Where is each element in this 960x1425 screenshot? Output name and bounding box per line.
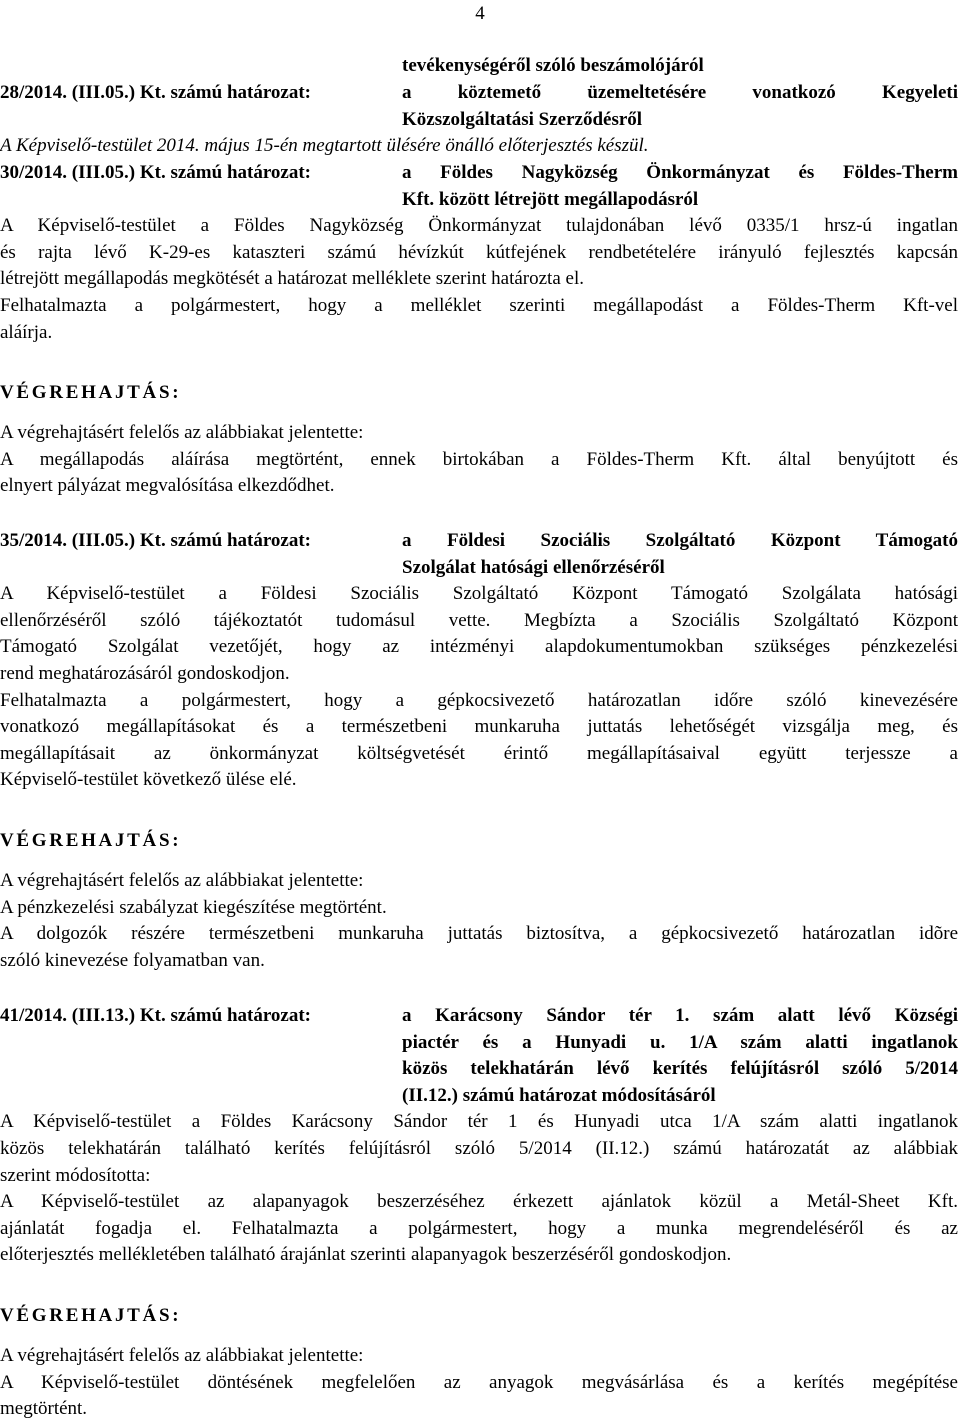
- body-line: megállapításait az önkormányzat költségvetését érintő megállapításaival együtt terjessze a: [0, 742, 958, 764]
- body-line: közös telekhatárán található kerítés felújításról szóló 5/2014 (II.12.) számú határozatát az alábbiak: [0, 1137, 958, 1159]
- execution-section-3: [0, 1303, 958, 1330]
- body-line: A Képviselő-testület a Földesi Szociális Szolgáltató Központ Támogató Szolgálata hatósági: [0, 583, 958, 605]
- body-line: Felhatalmazta a polgármestert, hogy a gépkocsivezető határozatlan időre szóló kinevezésére: [0, 689, 958, 711]
- resolution-number: 35/2014. (III.05.) Kt. számú határozat:: [0, 530, 312, 551]
- resolution-subject-line: a Földesi Szociális Szolgáltató Központ Támogató: [402, 530, 958, 551]
- execution-heading: VÉGREHAJTÁS:: [0, 382, 182, 403]
- body-line: rend meghatározásáról gondoskodjon.: [0, 662, 290, 684]
- body-line: létrejött megállapodás megkötését a határozat melléklete szerint határozta el.: [0, 268, 584, 290]
- resolution-note: A Képviselő-testület 2014. május 15-én megtartott ülésére önálló előterjesztés készül.: [0, 135, 649, 157]
- body-line: A Képviselő-testület a Földes Nagyközség Önkormányzat tulajdonában lévő 0335/1 hrsz-ú ingatlan: [0, 215, 958, 237]
- body-line: ellenőrzéséről szóló tájékoztatót tudomásul vette. Megbízta a Szociális Szolgáltató Központ: [0, 609, 958, 631]
- execution-heading: VÉGREHAJTÁS:: [0, 1305, 182, 1326]
- resolution-35: [0, 528, 958, 794]
- body-line: elnyert pályázat megvalósítása elkezdődhet.: [0, 475, 335, 497]
- execution-responsible: A végrehajtásért felelős az alábbiakat jelentette:: [0, 870, 364, 891]
- resolution-41: [0, 1003, 958, 1269]
- execution-report-2: [0, 868, 958, 974]
- resolution-subject-line: Szolgálat hatósági ellenőrzéséről: [402, 556, 665, 578]
- resolution-27-subject-continuation: [0, 53, 958, 80]
- body-line: vonatkozó megállapításokat és a természetbeni munkaruha juttatás lehetőségét vizsgálja meg, és: [0, 716, 958, 738]
- resolution-30: [0, 160, 958, 346]
- body-line: előterjesztés mellékletében található árajánlat szerinti alapanyagok beszerzéséről gondoskodjon.: [0, 1244, 732, 1266]
- body-line: A Képviselő-testület az alapanyagok beszerzéséhez érkezett ajánlatok közül a Metál-Sheet Kft.: [0, 1191, 958, 1213]
- body-line: A Képviselő-testület döntésének megfelelően az anyagok megvásárlása és a kerítés megépítése: [0, 1371, 958, 1393]
- body-line: szóló kinevezése folyamatban van.: [0, 949, 265, 971]
- execution-heading: VÉGREHAJTÁS:: [0, 830, 182, 851]
- resolution-subject-line: a köztemető üzemeltetésére vonatkozó Kegyeleti: [402, 82, 958, 103]
- body-line: Felhatalmazta a polgármestert, hogy a melléklet szerinti megállapodást a Földes-Therm Kft-vel: [0, 294, 958, 316]
- resolution-subject-line: Kft. között létrejött megállapodásról: [402, 188, 699, 210]
- body-line: A Képviselő-testület a Földes Karácsony Sándor tér 1 és Hunyadi utca 1/A szám alatti ingatlanok: [0, 1111, 958, 1133]
- execution-section-2: [0, 828, 958, 855]
- resolution-subject-line: a Földes Nagyközség Önkormányzat és Földes-Therm: [402, 162, 958, 183]
- execution-report-3: [0, 1343, 958, 1423]
- resolution-subject-line: piactér és a Hunyadi u. 1/A szám alatti ingatlanok: [402, 1031, 958, 1053]
- execution-responsible: A végrehajtásért felelős az alábbiakat jelentette:: [0, 1345, 364, 1366]
- body-line: megtörtént.: [0, 1398, 88, 1420]
- body-line: A dolgozók részére természetbeni munkaruha juttatás biztosítva, a gépkocsivezető határozatlan idõre: [0, 923, 958, 945]
- body-line: Képviselő-testület következő ülése elé.: [0, 769, 297, 791]
- body-line: szerint módosította:: [0, 1164, 151, 1186]
- body-line: és rajta lévő K-29-es kataszteri számú hévízkút kútfejének rendbetételére irányuló fejlesztés kapcsán: [0, 241, 958, 263]
- page-number: 4: [475, 3, 485, 24]
- resolution-number: 30/2014. (III.05.) Kt. számú határozat:: [0, 162, 312, 183]
- resolution-subject-line: (II.12.) számú határozat módosításáról: [402, 1084, 716, 1106]
- resolution-28: [0, 80, 958, 160]
- resolution-subject-line: a Karácsony Sándor tér 1. szám alatt lévő Községi: [402, 1005, 958, 1026]
- body-line: Támogató Szolgálat vezetőjét, hogy az intézményi alapdokumentumokban szükséges pénzkezelési: [0, 636, 958, 658]
- execution-report-1: [0, 420, 958, 500]
- execution-section-1: [0, 380, 958, 407]
- resolution-subject-line: közös telekhatárán lévő kerítés felújításról szóló 5/2014: [402, 1058, 958, 1080]
- resolution-number: 41/2014. (III.13.) Kt. számú határozat:: [0, 1005, 312, 1026]
- body-line: A pénzkezelési szabályzat kiegészítése megtörtént.: [0, 896, 387, 918]
- resolution-number: 28/2014. (III.05.) Kt. számú határozat:: [0, 82, 312, 103]
- body-line: aláírja.: [0, 321, 53, 343]
- body-line: A megállapodás aláírása megtörtént, ennek birtokában a Földes-Therm Kft. által benyújtott és: [0, 448, 958, 470]
- execution-responsible: A végrehajtásért felelős az alábbiakat jelentette:: [0, 422, 364, 443]
- subject-line: tevékenységéről szóló beszámolójáról: [402, 55, 704, 76]
- resolution-subject-line: Közszolgáltatási Szerződésről: [402, 108, 643, 130]
- body-line: ajánlatát fogadja el. Felhatalmazta a polgármestert, hogy a munka megrendeléséről és az: [0, 1217, 958, 1239]
